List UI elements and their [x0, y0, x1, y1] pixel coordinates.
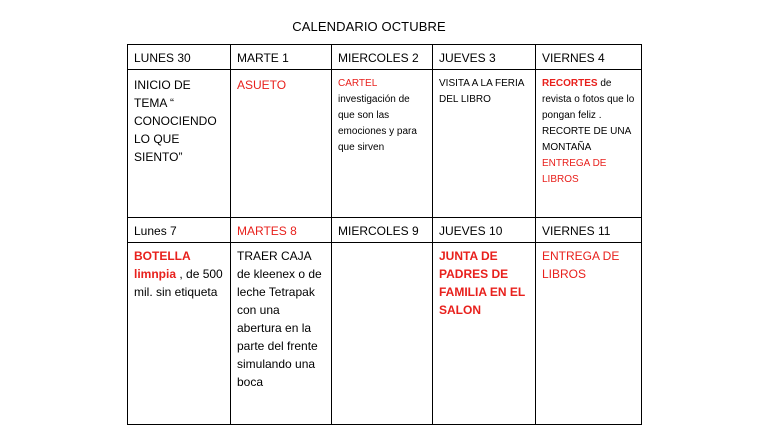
- week2-body-row: [128, 243, 642, 425]
- cell-lunes-7: [128, 243, 231, 425]
- botella-text: BOTELLA limnpia: [134, 249, 191, 281]
- cartel-text: CARTEL: [338, 78, 378, 89]
- header-jueves-10: JUEVES 10: [433, 218, 536, 243]
- header-miercoles-9: MIERCOLES 9: [332, 218, 433, 243]
- recortes-description: de revista o fotos que lo pongan feliz .: [542, 78, 635, 121]
- header-viernes-4: VIERNES 4: [536, 45, 642, 70]
- header-lunes-30: LUNES 30: [128, 45, 231, 70]
- header-miercoles-2: MIERCOLES 2: [332, 45, 433, 70]
- cell-viernes-4: [536, 70, 642, 218]
- header-viernes-11: VIERNES 11: [536, 218, 642, 243]
- cell-jueves-10: [433, 243, 536, 425]
- week1-header-row: [128, 45, 642, 70]
- cartel-description: investigación de que son las emociones y para que sirven: [338, 94, 417, 153]
- cell-martes-8: [231, 243, 332, 425]
- week1-body-row: [128, 70, 642, 218]
- header-lunes-7: Lunes 7: [128, 218, 231, 243]
- cell-viernes-11: [536, 243, 642, 425]
- header-marte-1: MARTE 1: [231, 45, 332, 70]
- week2-header-row: [128, 218, 642, 243]
- cell-miercoles-9: [332, 243, 433, 425]
- header-martes-8: MARTES 8: [231, 218, 332, 243]
- cell-marte-1: [231, 70, 332, 218]
- junta-padres-text: JUNTA DE PADRES DE FAMILIA EN EL SALON: [439, 249, 526, 317]
- asueto-text: ASUETO: [237, 78, 287, 92]
- entrega-libros-text-1: ENTREGA DE LIBROS: [542, 158, 607, 185]
- lunes-30-text: INICIO DE TEMA “ CONOCIENDO LO QUE SIENTO”: [134, 78, 217, 164]
- cell-jueves-3: [433, 70, 536, 218]
- october-calendar-table: [127, 44, 642, 425]
- cell-miercoles-2: [332, 70, 433, 218]
- feria-libro-text: VISITA A LA FERIA DEL LIBRO: [439, 78, 524, 105]
- entrega-libros-text-2: ENTREGA DE LIBROS: [542, 249, 620, 281]
- recorte-montana-text: RECORTE DE UNA MONTAÑA: [542, 126, 631, 153]
- recortes-text: RECORTES: [542, 78, 598, 89]
- traer-caja-text: TRAER CAJA de kleenex o de leche Tetrapak con una abertura en la parte del frente simulando una boca: [237, 249, 322, 389]
- botella-description: , de 500 mil. sin etiqueta: [134, 267, 223, 299]
- header-jueves-3: JUEVES 3: [433, 45, 536, 70]
- calendar-title: CALENDARIO OCTUBRE: [292, 19, 446, 34]
- cell-lunes-30: [128, 70, 231, 218]
